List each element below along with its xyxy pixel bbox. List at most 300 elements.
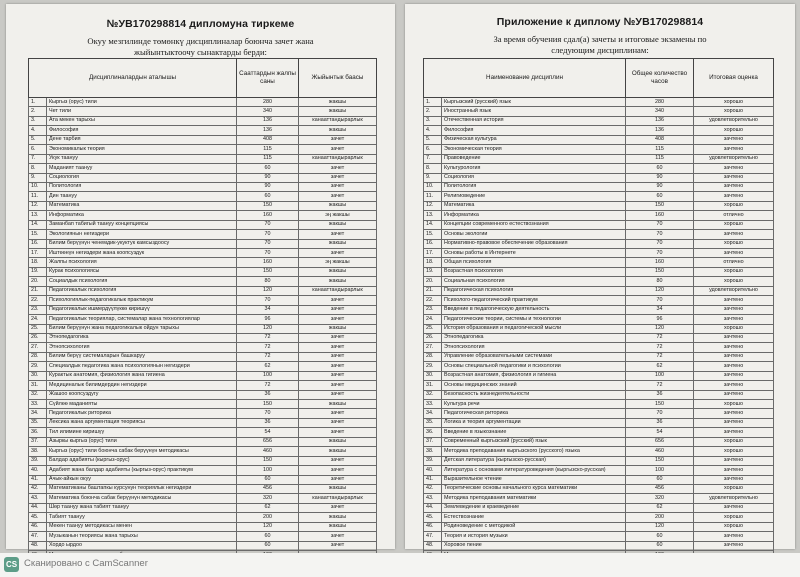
row-number: 40. bbox=[424, 466, 442, 475]
discipline-name: Хоровое пение bbox=[442, 541, 626, 550]
grade-cell: хорошо bbox=[694, 277, 774, 286]
table-row bbox=[29, 352, 377, 361]
grade-cell: зачет bbox=[299, 466, 377, 475]
grade-cell: канааттандырарлык bbox=[299, 154, 377, 163]
table-row bbox=[424, 466, 774, 475]
discipline-name: Философия bbox=[442, 126, 626, 135]
discipline-name: Лексика жана аргументация теориясы bbox=[47, 418, 237, 427]
table-row bbox=[424, 381, 774, 390]
grade-cell: хорошо bbox=[694, 484, 774, 493]
discipline-name: Введение в педагогическую деятельность bbox=[442, 305, 626, 314]
discipline-name: Теория и история музыки bbox=[442, 532, 626, 541]
grades-table bbox=[28, 58, 377, 560]
row-number: 18. bbox=[29, 258, 47, 267]
row-number: 45. bbox=[29, 513, 47, 522]
grade-cell: удовлетворительно bbox=[694, 494, 774, 503]
hours-cell: 60 bbox=[237, 475, 299, 484]
row-number: 28. bbox=[424, 352, 442, 361]
hours-cell: 160 bbox=[237, 258, 299, 267]
table-body bbox=[424, 98, 774, 560]
hours-cell: 160 bbox=[626, 258, 694, 267]
row-number: 5. bbox=[424, 135, 442, 144]
grade-cell: зачтено bbox=[694, 371, 774, 380]
discipline-name: Экономическая теория bbox=[442, 145, 626, 154]
discipline-name: Педагогикалык психология bbox=[47, 286, 237, 295]
table-row bbox=[424, 239, 774, 248]
hours-cell: 320 bbox=[237, 494, 299, 503]
discipline-name: Хордо ырдоо bbox=[47, 541, 237, 550]
row-number: 37. bbox=[29, 437, 47, 446]
discipline-name: Иштөөнүн негиздери жана коопсуздук bbox=[47, 249, 237, 258]
hours-cell: 60 bbox=[237, 164, 299, 173]
table-row bbox=[424, 447, 774, 456]
hours-cell: 136 bbox=[237, 116, 299, 125]
table-row bbox=[29, 98, 377, 107]
discipline-name: Детская литература (кыргызско-русская) bbox=[442, 456, 626, 465]
row-number: 29. bbox=[29, 362, 47, 371]
hours-cell: 100 bbox=[626, 466, 694, 475]
discipline-name: Билим берүүнүн жана педагогикалык ойдун тарыхы bbox=[47, 324, 237, 333]
grade-cell: зачтено bbox=[694, 249, 774, 258]
hours-cell: 62 bbox=[237, 362, 299, 371]
grade-cell: жакшы bbox=[299, 484, 377, 493]
grade-cell: зачет bbox=[299, 296, 377, 305]
discipline-name: Отечественная история bbox=[442, 116, 626, 125]
discipline-name: Введение в языкознание bbox=[442, 428, 626, 437]
hours-cell: 136 bbox=[626, 116, 694, 125]
discipline-name: Азыркы кыргыз (орус) тили bbox=[47, 437, 237, 446]
grade-cell: зачет bbox=[299, 343, 377, 352]
grade-cell: хорошо bbox=[694, 107, 774, 116]
hours-cell: 115 bbox=[626, 145, 694, 154]
grade-cell: зачет bbox=[299, 418, 377, 427]
table-row bbox=[424, 201, 774, 210]
discipline-name: Жашоо коопсуздугу bbox=[47, 390, 237, 399]
table-row bbox=[29, 447, 377, 456]
hours-cell: 200 bbox=[237, 513, 299, 522]
row-number: 24. bbox=[424, 315, 442, 324]
grade-cell: зачтено bbox=[694, 541, 774, 550]
discipline-name: Концепции современного естествознания bbox=[442, 220, 626, 229]
table-row bbox=[424, 456, 774, 465]
row-number: 20. bbox=[424, 277, 442, 286]
discipline-name: Социология bbox=[442, 173, 626, 182]
table-row bbox=[29, 201, 377, 210]
discipline-name: Этнопедагогика bbox=[47, 333, 237, 342]
row-number: 38. bbox=[29, 447, 47, 456]
hours-cell: 70 bbox=[237, 296, 299, 305]
row-number: 2. bbox=[29, 107, 47, 116]
table-row bbox=[29, 466, 377, 475]
row-number: 23. bbox=[29, 305, 47, 314]
hours-cell: 90 bbox=[237, 173, 299, 182]
grade-cell: зачтено bbox=[694, 192, 774, 201]
grade-cell: хорошо bbox=[694, 98, 774, 107]
grade-cell: зачет bbox=[299, 164, 377, 173]
grade-cell: зачтено bbox=[694, 390, 774, 399]
grade-cell: зачтено bbox=[694, 362, 774, 371]
discipline-name: Общая психология bbox=[442, 258, 626, 267]
discipline-name: Педагогикалык риторика bbox=[47, 409, 237, 418]
hours-cell: 120 bbox=[626, 324, 694, 333]
row-number: 11. bbox=[29, 192, 47, 201]
grade-cell: зачтено bbox=[694, 164, 774, 173]
grade-cell: жакшы bbox=[299, 107, 377, 116]
discipline-name: Иностранный язык bbox=[442, 107, 626, 116]
table-row bbox=[29, 428, 377, 437]
table-row bbox=[424, 503, 774, 512]
row-number: 3. bbox=[29, 116, 47, 125]
discipline-name: Чет тили bbox=[47, 107, 237, 116]
row-number: 26. bbox=[424, 333, 442, 342]
discipline-name: Дене тарбия bbox=[47, 135, 237, 144]
grade-cell: хорошо bbox=[694, 267, 774, 276]
discipline-name: Балдар адабияты (кыргыз-орус) bbox=[47, 456, 237, 465]
hours-cell: 70 bbox=[626, 239, 694, 248]
grade-cell: жакшы bbox=[299, 522, 377, 531]
row-number: 27. bbox=[424, 343, 442, 352]
grade-cell: зачтено bbox=[694, 532, 774, 541]
grade-cell: зачтено bbox=[694, 182, 774, 191]
discipline-name: Политология bbox=[442, 182, 626, 191]
hours-cell: 72 bbox=[626, 352, 694, 361]
row-number: 35. bbox=[29, 418, 47, 427]
table-row bbox=[29, 315, 377, 324]
row-number: 7. bbox=[424, 154, 442, 163]
discipline-name: Педагогикалык теориялар, системалар жана технологиялар bbox=[47, 315, 237, 324]
hours-cell: 70 bbox=[237, 220, 299, 229]
row-number: 7. bbox=[29, 154, 47, 163]
grade-cell: зачтено bbox=[694, 305, 774, 314]
hours-cell: 115 bbox=[626, 154, 694, 163]
row-number: 1. bbox=[29, 98, 47, 107]
table-row bbox=[424, 107, 774, 116]
discipline-name: Билим берүүнүн ченемдик-укуктук камсыздоосу bbox=[47, 239, 237, 248]
table-row bbox=[424, 220, 774, 229]
grade-cell: зачтено bbox=[694, 230, 774, 239]
table-row bbox=[29, 126, 377, 135]
hours-cell: 408 bbox=[626, 135, 694, 144]
discipline-name: Шөр таануу жана табият таануу bbox=[47, 503, 237, 512]
discipline-name: Билим берүү системаларын башкаруу bbox=[47, 352, 237, 361]
table-row bbox=[424, 333, 774, 342]
grade-cell: зачет bbox=[299, 532, 377, 541]
table-row bbox=[29, 532, 377, 541]
discipline-name: Педагогическая психология bbox=[442, 286, 626, 295]
hours-cell: 408 bbox=[237, 135, 299, 144]
hours-cell: 60 bbox=[237, 192, 299, 201]
row-number: 35. bbox=[424, 418, 442, 427]
table-row bbox=[29, 267, 377, 276]
discipline-name: Основы работы в Интернете bbox=[442, 249, 626, 258]
grade-cell: зачет bbox=[299, 503, 377, 512]
hours-cell: 36 bbox=[626, 418, 694, 427]
hours-cell: 460 bbox=[626, 447, 694, 456]
grade-cell: зачтено bbox=[694, 145, 774, 154]
table-row bbox=[424, 296, 774, 305]
grade-cell: зачет bbox=[299, 371, 377, 380]
row-number: 17. bbox=[424, 249, 442, 258]
hours-cell: 115 bbox=[237, 154, 299, 163]
table-row bbox=[424, 494, 774, 503]
row-number: 36. bbox=[29, 428, 47, 437]
hours-cell: 136 bbox=[237, 126, 299, 135]
discipline-name: Тил илимине киришүү bbox=[47, 428, 237, 437]
hours-cell: 70 bbox=[626, 249, 694, 258]
grade-cell: канааттандырарлык bbox=[299, 494, 377, 503]
table-row bbox=[424, 305, 774, 314]
row-number: 31. bbox=[29, 381, 47, 390]
row-number: 36. bbox=[424, 428, 442, 437]
subtitle-line-2: жыйынтыктоочу сынактарды берди: bbox=[134, 47, 267, 57]
grade-cell: жакшы bbox=[299, 239, 377, 248]
table-row bbox=[424, 230, 774, 239]
hours-cell: 72 bbox=[237, 381, 299, 390]
discipline-name: Музыканын теориясы жана тарыхы bbox=[47, 532, 237, 541]
table-row bbox=[29, 220, 377, 229]
table-row bbox=[29, 371, 377, 380]
discipline-name: Педагогическая риторика bbox=[442, 409, 626, 418]
row-number: 47. bbox=[424, 532, 442, 541]
row-number: 32. bbox=[29, 390, 47, 399]
discipline-name: История образования и педагогической мысли bbox=[442, 324, 626, 333]
row-number: 43. bbox=[29, 494, 47, 503]
hours-cell: 72 bbox=[237, 333, 299, 342]
grade-cell: зачет bbox=[299, 135, 377, 144]
table-row bbox=[424, 513, 774, 522]
row-number: 6. bbox=[29, 145, 47, 154]
discipline-name: Возрастная анатомия, физиология и гигиена bbox=[442, 371, 626, 380]
row-number: 32. bbox=[424, 390, 442, 399]
row-number: 29. bbox=[424, 362, 442, 371]
table-row bbox=[29, 305, 377, 314]
row-number: 41. bbox=[29, 475, 47, 484]
discipline-name: Правоведение bbox=[442, 154, 626, 163]
hours-cell: 120 bbox=[237, 286, 299, 295]
discipline-name: Социалдык психология bbox=[47, 277, 237, 286]
row-number: 17. bbox=[29, 249, 47, 258]
table-row bbox=[29, 494, 377, 503]
hours-cell: 90 bbox=[626, 173, 694, 182]
hours-cell: 100 bbox=[626, 371, 694, 380]
hours-cell: 280 bbox=[237, 98, 299, 107]
grade-cell: эң жакшы bbox=[299, 258, 377, 267]
table-row bbox=[29, 286, 377, 295]
row-number: 47. bbox=[29, 532, 47, 541]
grade-cell: зачет bbox=[299, 192, 377, 201]
hours-cell: 36 bbox=[626, 390, 694, 399]
diploma-appendix-russian-page bbox=[405, 4, 795, 549]
grade-cell: хорошо bbox=[694, 324, 774, 333]
grade-cell: жакшы bbox=[299, 400, 377, 409]
table-row bbox=[424, 182, 774, 191]
discipline-name: Логика и теория аргументации bbox=[442, 418, 626, 427]
table-row bbox=[424, 390, 774, 399]
discipline-name: Психолого-педагогический практикум bbox=[442, 296, 626, 305]
hours-cell: 60 bbox=[626, 532, 694, 541]
table-row bbox=[29, 418, 377, 427]
hours-cell: 70 bbox=[626, 230, 694, 239]
hours-cell: 60 bbox=[237, 541, 299, 550]
table-row bbox=[29, 154, 377, 163]
hours-cell: 90 bbox=[626, 182, 694, 191]
grades-table bbox=[423, 58, 774, 560]
discipline-name: Математика bbox=[47, 201, 237, 210]
row-number: 15. bbox=[424, 230, 442, 239]
discipline-name: Заманбап табигый таануу концепциясы bbox=[47, 220, 237, 229]
grade-cell: зачет bbox=[299, 409, 377, 418]
row-number: 25. bbox=[29, 324, 47, 333]
grade-cell: зачтено bbox=[694, 466, 774, 475]
grade-cell: жакшы bbox=[299, 98, 377, 107]
subtitle-line-2: следующим дисциплинам: bbox=[551, 45, 649, 55]
discipline-name: Медициналык билимдердин негиздери bbox=[47, 381, 237, 390]
table-row bbox=[424, 315, 774, 324]
table-row bbox=[424, 475, 774, 484]
discipline-name: Возрастная психология bbox=[442, 267, 626, 276]
hours-cell: 54 bbox=[626, 428, 694, 437]
grade-cell: жакшы bbox=[299, 513, 377, 522]
grade-cell: хорошо bbox=[694, 437, 774, 446]
table-row bbox=[29, 343, 377, 352]
row-number: 30. bbox=[424, 371, 442, 380]
discipline-name: Адабият жана балдар адабияты (кыргыз-орус) практикум bbox=[47, 466, 237, 475]
hours-cell: 120 bbox=[237, 324, 299, 333]
row-number: 39. bbox=[29, 456, 47, 465]
discipline-name: Политология bbox=[47, 182, 237, 191]
discipline-name: Литература с основами литературоведения (кыргызско-русская) bbox=[442, 466, 626, 475]
hours-cell: 280 bbox=[626, 98, 694, 107]
hours-cell: 150 bbox=[626, 201, 694, 210]
hours-cell: 120 bbox=[626, 522, 694, 531]
discipline-name: Сүйлөө маданияты bbox=[47, 400, 237, 409]
discipline-name: Математика боюнча сабак берүүнүн методикасы bbox=[47, 494, 237, 503]
table-row bbox=[424, 277, 774, 286]
table-row bbox=[424, 371, 774, 380]
table-row bbox=[424, 532, 774, 541]
grade-cell: удовлетворительно bbox=[694, 154, 774, 163]
grade-cell: зачет bbox=[299, 541, 377, 550]
discipline-name: Укук таануу bbox=[47, 154, 237, 163]
table-row bbox=[424, 164, 774, 173]
table-row bbox=[29, 484, 377, 493]
hours-cell: 150 bbox=[237, 201, 299, 210]
row-number: 23. bbox=[424, 305, 442, 314]
hours-cell: 340 bbox=[626, 107, 694, 116]
grade-cell: зачтено bbox=[694, 428, 774, 437]
grade-cell: жакшы bbox=[299, 201, 377, 210]
table-row bbox=[29, 522, 377, 531]
row-number: 39. bbox=[424, 456, 442, 465]
table-row bbox=[29, 107, 377, 116]
grade-cell: зачет bbox=[299, 428, 377, 437]
discipline-name: Философия bbox=[47, 126, 237, 135]
table-row bbox=[29, 503, 377, 512]
hours-cell: 72 bbox=[237, 343, 299, 352]
hours-cell: 150 bbox=[237, 267, 299, 276]
grade-cell: жакшы bbox=[299, 126, 377, 135]
table-row bbox=[424, 362, 774, 371]
table-row bbox=[424, 173, 774, 182]
table-row bbox=[29, 182, 377, 191]
hours-cell: 460 bbox=[237, 447, 299, 456]
column-header-grade: Итоговая оценка bbox=[694, 59, 774, 98]
table-row bbox=[424, 211, 774, 220]
column-header-discipline: Дисциплиналардын аталышы bbox=[29, 59, 237, 98]
table-row bbox=[424, 145, 774, 154]
table-row bbox=[424, 98, 774, 107]
table-row bbox=[424, 400, 774, 409]
hours-cell: 36 bbox=[237, 390, 299, 399]
hours-cell: 70 bbox=[626, 409, 694, 418]
row-number: 33. bbox=[424, 400, 442, 409]
grade-cell: хорошо bbox=[694, 220, 774, 229]
discipline-name: Экологиянын негиздери bbox=[47, 230, 237, 239]
grade-cell: удовлетворительно bbox=[694, 116, 774, 125]
discipline-name: Специалдык педагогика жана психологиянын негиздери bbox=[47, 362, 237, 371]
hours-cell: 120 bbox=[626, 286, 694, 295]
row-number: 46. bbox=[29, 522, 47, 531]
grade-cell: зачтено bbox=[694, 135, 774, 144]
row-number: 46. bbox=[424, 522, 442, 531]
grade-cell: зачет bbox=[299, 352, 377, 361]
discipline-name: Ата мекен тарыхы bbox=[47, 116, 237, 125]
hours-cell: 160 bbox=[626, 211, 694, 220]
hours-cell: 54 bbox=[237, 428, 299, 437]
table-row bbox=[424, 541, 774, 550]
hours-cell: 160 bbox=[237, 211, 299, 220]
hours-cell: 150 bbox=[626, 400, 694, 409]
grade-cell: зачет bbox=[299, 249, 377, 258]
diploma-appendix-kyrgyz-page bbox=[6, 4, 395, 549]
grade-cell: зачет bbox=[299, 456, 377, 465]
hours-cell: 200 bbox=[626, 513, 694, 522]
hours-cell: 120 bbox=[237, 522, 299, 531]
hours-cell: 70 bbox=[626, 220, 694, 229]
discipline-name: Естествознание bbox=[442, 513, 626, 522]
row-number: 12. bbox=[29, 201, 47, 210]
grade-cell: зачет bbox=[299, 381, 377, 390]
hours-cell: 62 bbox=[626, 362, 694, 371]
grade-cell: отлично bbox=[694, 211, 774, 220]
discipline-name: Педагогикалык ишмердүүлүккө киришүү bbox=[47, 305, 237, 314]
table-row bbox=[29, 409, 377, 418]
row-number: 8. bbox=[424, 164, 442, 173]
table-row bbox=[29, 192, 377, 201]
row-number: 44. bbox=[424, 503, 442, 512]
hours-cell: 115 bbox=[237, 145, 299, 154]
discipline-name: Безопасность жизнедеятельности bbox=[442, 390, 626, 399]
hours-cell: 456 bbox=[237, 484, 299, 493]
hours-cell: 320 bbox=[626, 494, 694, 503]
row-number: 14. bbox=[29, 220, 47, 229]
row-number: 48. bbox=[424, 541, 442, 550]
grade-cell: канааттандырарлык bbox=[299, 116, 377, 125]
table-row bbox=[29, 456, 377, 465]
hours-cell: 100 bbox=[237, 466, 299, 475]
row-number: 9. bbox=[424, 173, 442, 182]
grade-cell: хорошо bbox=[694, 126, 774, 135]
discipline-name: Религиоведение bbox=[442, 192, 626, 201]
discipline-name: Курактык анатомия, физиология жана гигиена bbox=[47, 371, 237, 380]
row-number: 14. bbox=[424, 220, 442, 229]
discipline-name: Дин таануу bbox=[47, 192, 237, 201]
table-row bbox=[29, 164, 377, 173]
hours-cell: 150 bbox=[237, 456, 299, 465]
row-number: 48. bbox=[29, 541, 47, 550]
row-number: 3. bbox=[424, 116, 442, 125]
row-number: 19. bbox=[424, 267, 442, 276]
